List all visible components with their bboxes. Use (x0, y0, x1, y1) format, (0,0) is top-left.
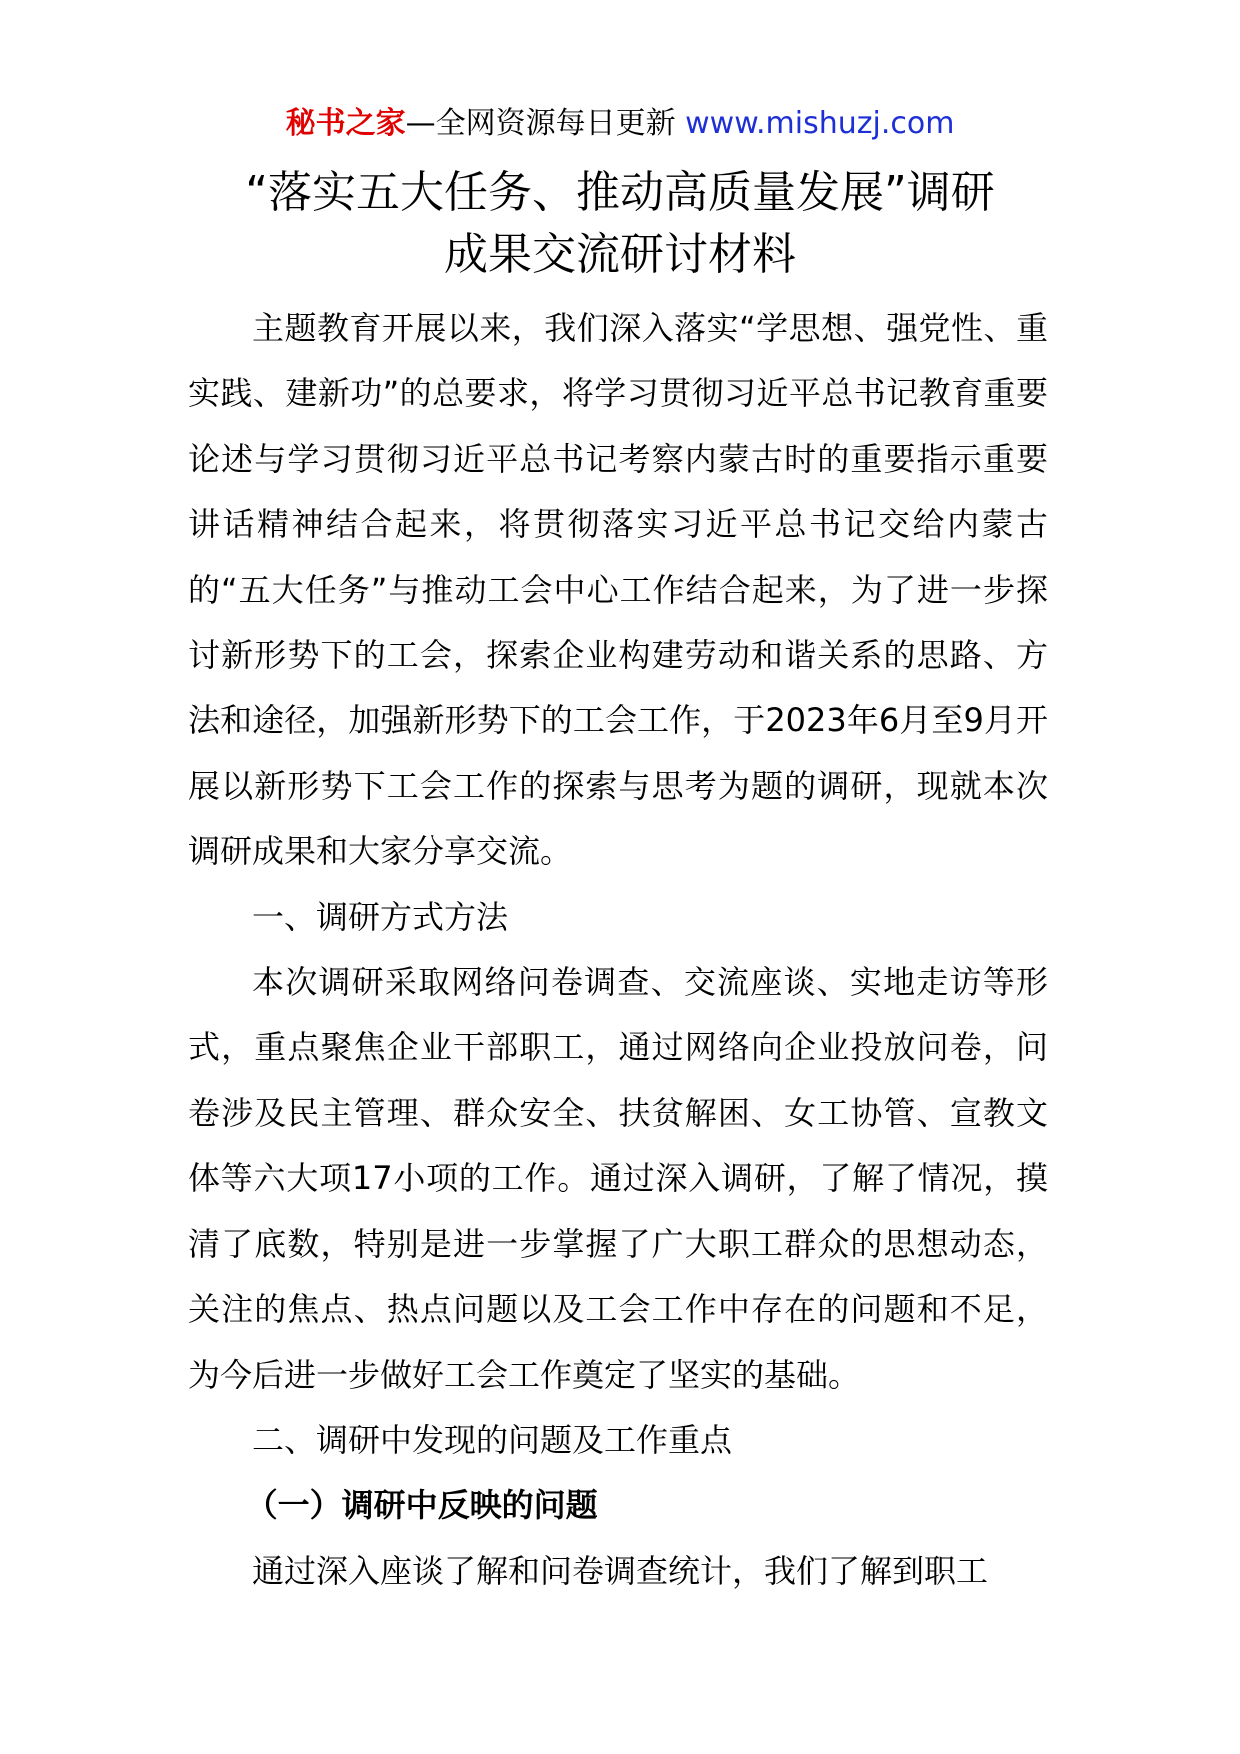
site-brand: 秘书之家 (285, 106, 406, 141)
section-heading-2: 二、调研中发现的问题及工作重点 (252, 1420, 733, 1459)
site-tagline: —全网资源每日更新 (405, 106, 686, 141)
document-body (188, 296, 1048, 1604)
intro-paragraph: 主题教育开展以来，我们深入落实“学思想、强党性、重实践、建新功”的总要求，将学习贯彻习近平总书记教育重要论述与学习贯彻习近平总书记考察内蒙古时的重要指示重要讲话精神结合起来，将贯彻落实习近平总书记交给内蒙古的“五大任务”与推动工会中心工作结合起来，为了进一步探讨新形势下的工会，探索企业构建劳动和谐关系的思路、方法和途径，加强新形势下的工会工作，于2023年6月至9月开展以新形势下工会工作的探索与思考为题的调研，现就本次调研成果和大家分享交流。 (188, 309, 1048, 871)
title-line-1: “落实五大任务、推动高质量发展”调研 (245, 167, 995, 218)
site-url-link[interactable]: www.mishuzj.com (685, 106, 955, 141)
title-line-2: 成果交流研讨材料 (444, 229, 796, 280)
site-header (0, 104, 1240, 144)
section-1-paragraph: 本次调研采取网络问卷调查、交流座谈、实地走访等形式，重点聚焦企业干部职工，通过网络向企业投放问卷，问卷涉及民主管理、群众安全、扶贫解困、女工协管、宣教文体等六大项17小项的工作。通过深入调研，了解了情况，摸清了底数，特别是进一步掌握了广大职工群众的思想动态，关注的焦点、热点问题以及工会工作中存在的问题和不足，为今后进一步做好工会工作奠定了坚实的基础。 (188, 963, 1048, 1394)
subsection-1-paragraph: 通过深入座谈了解和问卷调查统计，我们了解到职工 (252, 1551, 989, 1590)
subsection-heading-1: （一）调研中反映的问题 (245, 1486, 598, 1525)
section-heading-1: 一、调研方式方法 (252, 897, 509, 936)
document-title (150, 162, 1090, 286)
